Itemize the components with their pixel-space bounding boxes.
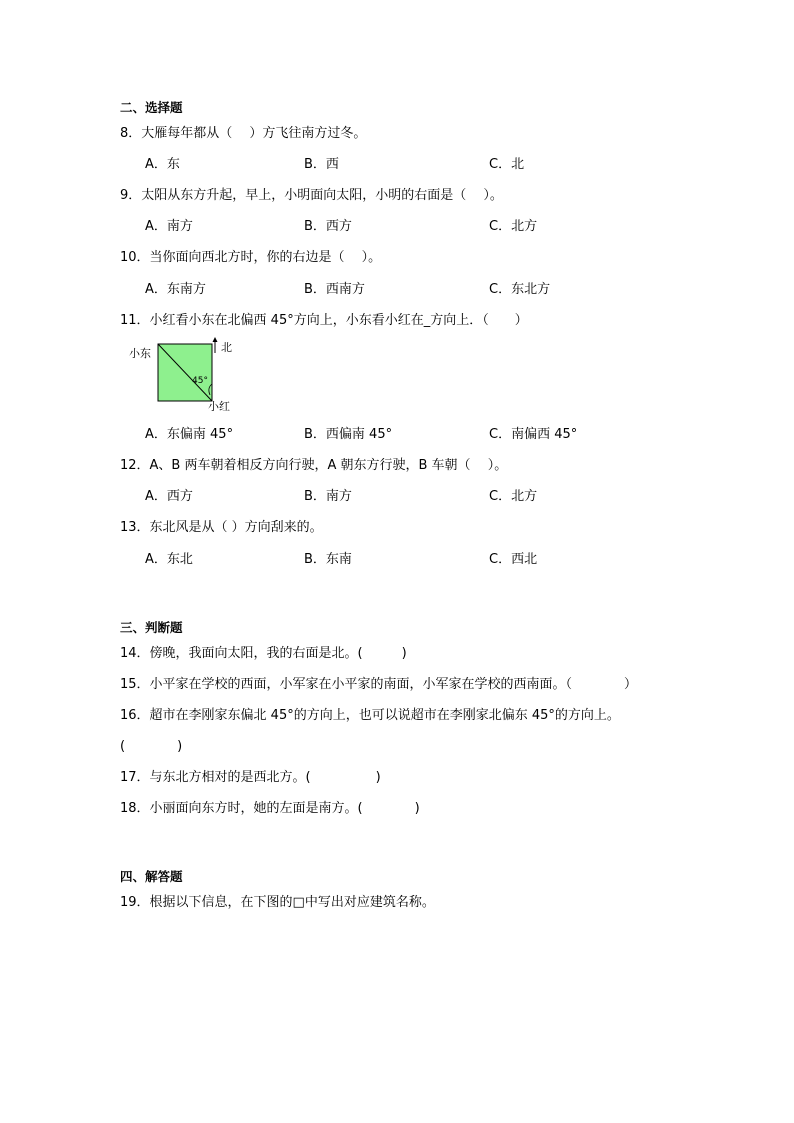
question-13: 13．东北风是从（ ）方向刮来的。 [120,520,323,535]
option-b: B．东南 [304,552,352,567]
question-9: 9．太阳从东方升起，早上，小明面向太阳，小明的右面是（ ）。 [120,188,503,203]
option-b: B．南方 [304,489,352,504]
question-12: 12．A、B 两车朝着相反方向行驶，A 朝东方行驶，B 车朝（ ）。 [120,458,508,473]
section-heading-judge: 三、判断题 [120,620,183,635]
option-c: C．南偏西 45° [489,427,578,442]
option-a: A．南方 [145,219,193,234]
option-b: B．西南方 [304,282,365,297]
answer-item-19: 19．根据以下信息，在下图的□中写出对应建筑名称。 [120,895,435,910]
judge-item-15: 15．小平家在学校的西面，小军家在小平家的南面，小军家在学校的西南面。（ ） [120,677,638,692]
option-b: B．西偏南 45° [304,427,393,442]
judge-item-18: 18．小丽面向东方时，她的左面是南方。( ) [120,801,420,816]
section-heading-answer: 四、解答题 [120,869,183,884]
option-c: C．西北 [489,552,538,567]
option-c: C．东北方 [489,282,551,297]
option-a: A．东偏南 45° [145,427,234,442]
judge-item-16-blank: ( ) [120,739,183,754]
option-a: A．东 [145,157,180,172]
option-b: B．西 [304,157,339,172]
question-11: 11．小红看小东在北偏西 45°方向上，小东看小红在_方向上．（ ） [120,313,528,328]
label-xiaohong: 小红 [208,400,230,413]
option-b: B．西方 [304,219,352,234]
section-heading-choice: 二、选择题 [120,100,183,115]
direction-diagram [126,337,246,417]
label-angle: 45° [192,376,208,386]
judge-item-14: 14．傍晚，我面向太阳，我的右面是北。( ) [120,646,407,661]
option-a: A．东北 [145,552,193,567]
label-xiaodong: 小东 [129,347,151,360]
judge-item-16: 16．超市在李刚家东偏北 45°的方向上，也可以说超市在李刚家北偏东 45°的方向上。 [120,708,620,723]
north-arrow-head [213,337,218,342]
judge-item-17: 17．与东北方相对的是西北方。( ) [120,770,381,785]
question-8: 8．大雁每年都从（ ）方飞往南方过冬。 [120,126,367,141]
option-c: C．北方 [489,219,538,234]
label-north: 北 [221,341,232,354]
option-a: A．西方 [145,489,193,504]
option-a: A．东南方 [145,282,206,297]
option-c: C．北方 [489,489,538,504]
option-c: C．北 [489,157,525,172]
question-10: 10．当你面向西北方时，你的右边是（ ）。 [120,250,382,265]
